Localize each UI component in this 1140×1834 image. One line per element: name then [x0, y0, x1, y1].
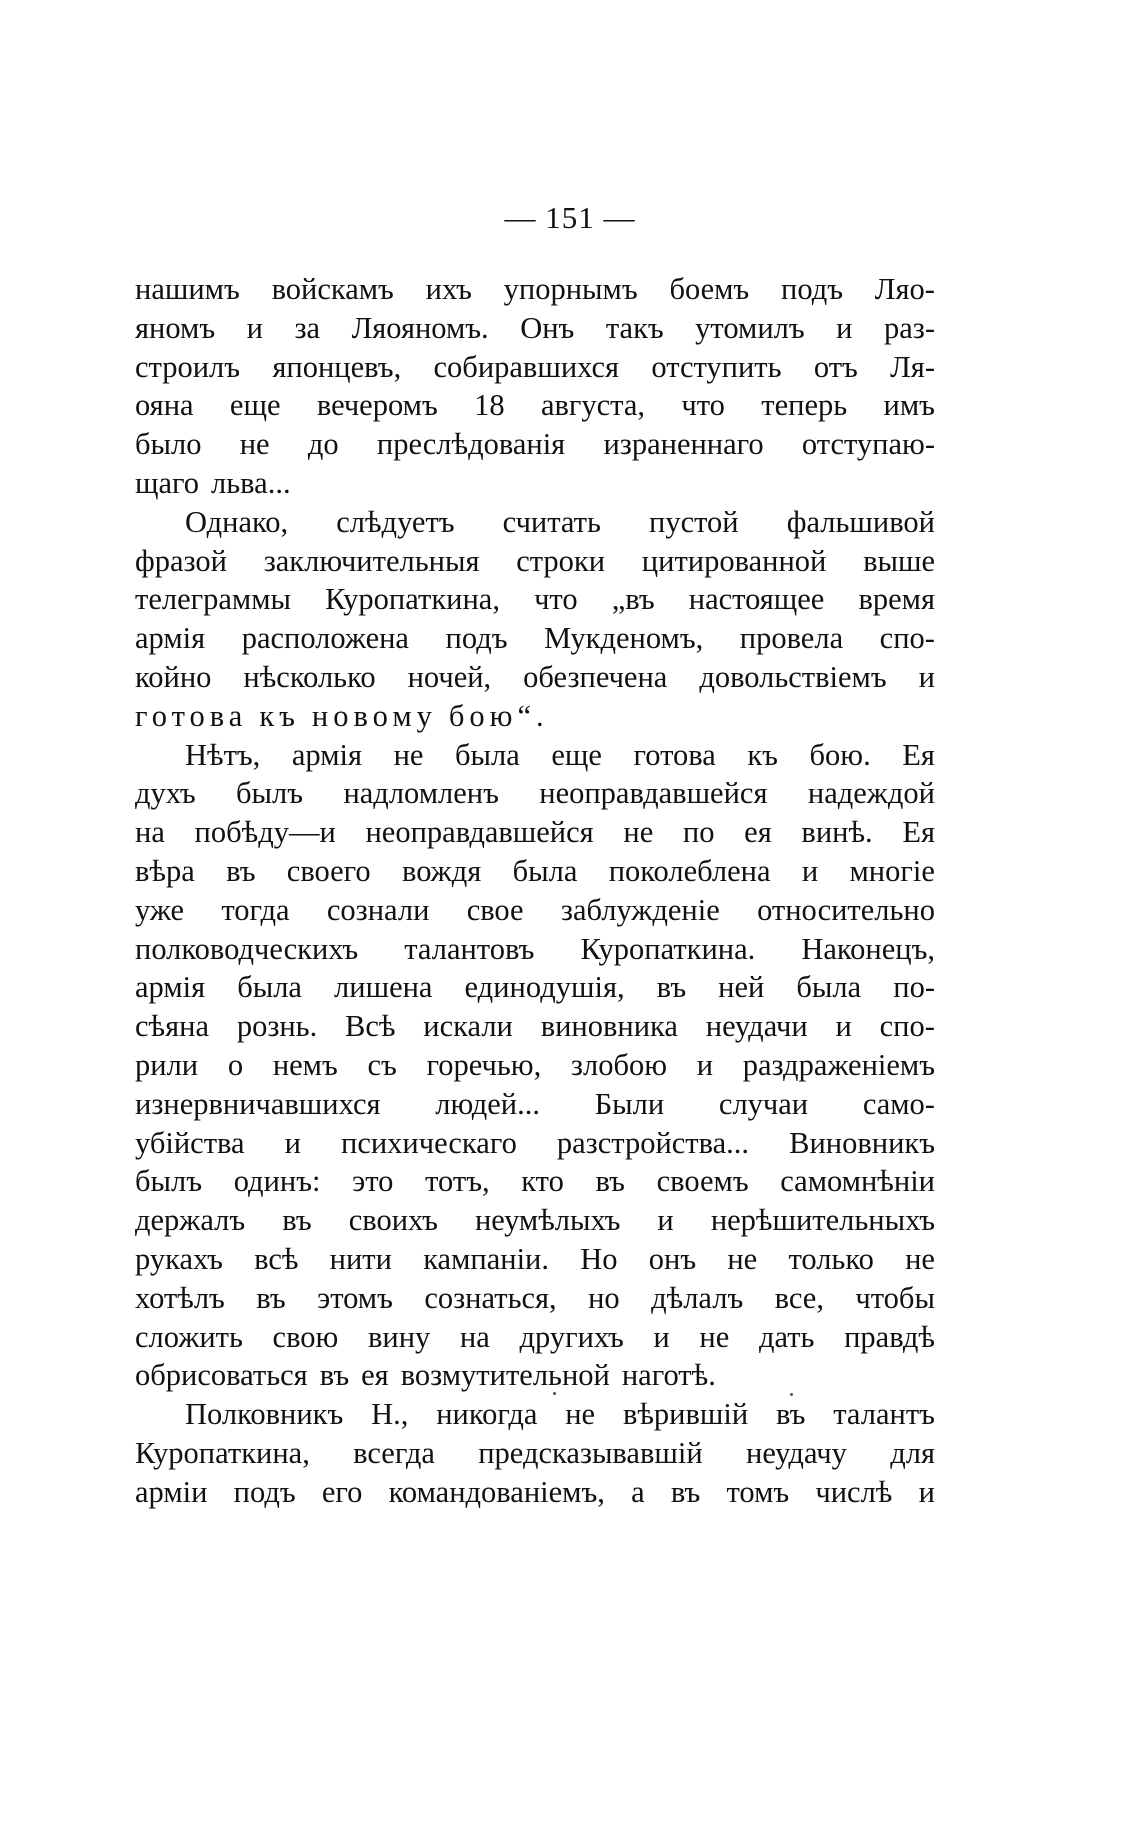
text-line: армія была лишена единодушія, въ ней была по- — [135, 970, 935, 1005]
text-line: Однако, слѣдуетъ считать пустой фальшивой — [185, 504, 935, 539]
page-number: — 151 — — [504, 200, 636, 235]
text-line: арміи подъ его командованіемъ, а въ томъ числѣ и — [135, 1474, 935, 1509]
body-text — [135, 270, 935, 1512]
text-line: убійства и психическаго разстройства... Виновникъ — [135, 1125, 935, 1160]
text-line: изнервничавшихся людей... Были случаи само- — [135, 1086, 935, 1121]
text-line: духъ былъ надломленъ неоправдавшейся надеждой — [135, 776, 935, 811]
text-line: нашимъ войскамъ ихъ упорнымъ боемъ подъ Ляо- — [135, 272, 935, 306]
text-line: ояна еще вечеромъ 18 августа, что теперь имъ — [135, 388, 935, 423]
text-line: обрисоваться въ ея возмутительной наготѣ. — [135, 1358, 716, 1393]
text-line: Куропаткина, всегда предсказывавшій неудачу для — [135, 1435, 935, 1470]
text-line: уже тогда сознали свое заблужденіе относительно — [135, 892, 935, 927]
text-line: держалъ въ своихъ неумѣлыхъ и нерѣшительныхъ — [135, 1203, 935, 1238]
text-line: строилъ японцевъ, собиравшихся отступить отъ Ля- — [135, 349, 935, 384]
text-line: яномъ и за Ляояномъ. Онъ такъ утомилъ и раз- — [135, 310, 935, 345]
text-line: сложить свою вину на другихъ и не дать правдѣ — [135, 1319, 935, 1354]
scan-speck — [790, 1393, 793, 1396]
text-line: сѣяна рознь. Всѣ искали виновника неудачи и спо- — [135, 1009, 935, 1044]
text-line: полководческихъ талантовъ Куропаткина. Наконецъ, — [135, 931, 935, 966]
text-line: армія расположена подъ Мукденомъ, провела спо- — [135, 621, 935, 656]
scan-speck — [553, 1392, 556, 1395]
text-line: щаго льва... — [135, 465, 291, 500]
text-line: Нѣтъ, армія не была еще готова къ бою. Ея — [185, 737, 935, 772]
text-line: вѣра въ своего вождя была поколеблена и многіе — [135, 853, 935, 888]
text-line: хотѣлъ въ этомъ сознаться, но дѣлалъ все, чтобы — [135, 1280, 935, 1315]
text-line: былъ одинъ: это тотъ, кто въ своемъ самомнѣніи — [135, 1164, 935, 1199]
text-line: готова къ новому бою“. — [135, 698, 549, 733]
text-line: на побѣду—и неоправдавшейся не по ея винѣ. Ея — [135, 815, 935, 850]
text-line: рили о немъ съ горечью, злобою и раздраженіемъ — [135, 1047, 935, 1082]
text-line: было не до преслѣдованія израненнаго отступаю- — [135, 427, 935, 462]
text-line: Полковникъ Н., никогда не вѣрившій въ талантъ — [185, 1397, 935, 1432]
text-line: рукахъ всѣ нити кампаніи. Но онъ не только не — [135, 1241, 935, 1276]
text-line: фразой заключительныя строки цитированной выше — [135, 543, 935, 578]
text-line: койно нѣсколько ночей, обезпечена довольствіемъ и — [135, 659, 935, 694]
text-line: телеграммы Куропаткина, что „въ настоящее время — [135, 582, 935, 617]
